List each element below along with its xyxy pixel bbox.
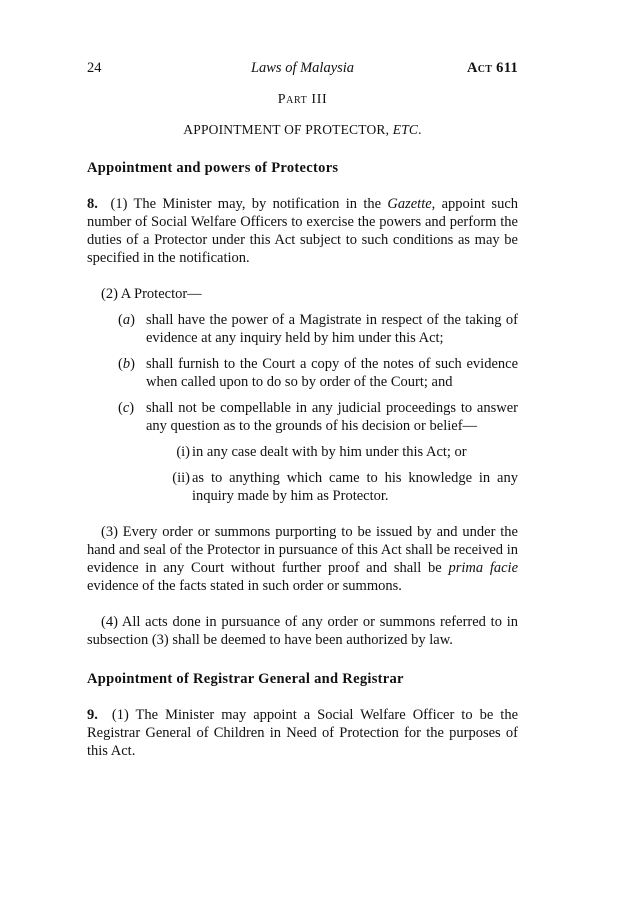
section-8-heading: Appointment and powers of Protectors (87, 160, 339, 176)
item-text: shall furnish to the Court a copy of the notes of such evidence when called upon to do so by order of the Court; and (146, 356, 518, 390)
section-9-subsection-1 (87, 706, 518, 760)
item-text: shall have the power of a Magistrate in respect of the taking of evidence at any inquiry held by him under this Act; (146, 312, 518, 346)
part-label: Part III (277, 92, 328, 107)
part-title-prefix: APPOINTMENT OF PROTECTOR, (183, 122, 393, 137)
section-8-subsection-2-intro: (2) A Protector— (101, 286, 202, 302)
list-subitem (87, 443, 518, 461)
list-item (87, 355, 518, 391)
subitem-text: as to anything which came to his knowledge in any inquiry made by him as Protector. (192, 470, 518, 504)
section-9-number: 9. (87, 707, 98, 723)
part-title (87, 122, 518, 138)
part-title-etc: ETC (392, 122, 419, 137)
item-label: (c) (118, 400, 135, 416)
list-item (87, 311, 518, 347)
document-page (87, 60, 518, 760)
item-label: (b) (118, 356, 135, 372)
prima-facie-term: prima facie (448, 560, 519, 576)
list-subitem (87, 469, 518, 505)
page-header (87, 60, 518, 82)
item-label: (a) (118, 312, 135, 328)
running-title: Laws of Malaysia (250, 60, 355, 76)
sub3-text-a: (3) Every order or summons purporting to be issued by and under the hand and seal of the Protector in pursuance of this Act shall be received in evidence in any Court without further proof and shall be (87, 524, 518, 576)
section-8-subsection-4: (4) All acts done in pursuance of any order or summons referred to in subsection (3) shall be deemed to have been authorized by law. (87, 614, 518, 648)
subsection-2-items (87, 311, 518, 505)
section-8-subsection-3 (87, 523, 518, 595)
list-item (87, 399, 518, 435)
subitem-label: (ii) (172, 470, 190, 486)
subitem-label: (i) (176, 444, 190, 460)
sub1-text-b: , appoint such number of Social Welfare Officers to exercise the powers and perform the duties of a Protector under this Act subject to such conditions as may be specified in the notification. (87, 196, 519, 266)
sub1-text-a: (1) The Minister may, by notification in the (110, 196, 388, 212)
section-8-subsection-1 (87, 195, 518, 267)
page-number: 24 (87, 60, 102, 76)
subitem-text: in any case dealt with by him under this Act; or (192, 444, 467, 460)
part-title-suffix: . (418, 122, 422, 137)
act-number: Act 611 (466, 60, 518, 76)
section-8-number: 8. (87, 196, 98, 212)
item-text: shall not be compellable in any judicial proceedings to answer any question as to the grounds of his decision or belief— (146, 400, 518, 434)
section-9-sub1-text: (1) The Minister may appoint a Social Welfare Officer to be the Registrar General of Children in Need of Protection for the purposes of this Act. (87, 707, 519, 759)
gazette-term: Gazette (387, 196, 432, 212)
sub3-text-b: evidence of the facts stated in such order or summons. (87, 578, 402, 594)
section-9-heading: Appointment of Registrar General and Registrar (87, 671, 404, 687)
